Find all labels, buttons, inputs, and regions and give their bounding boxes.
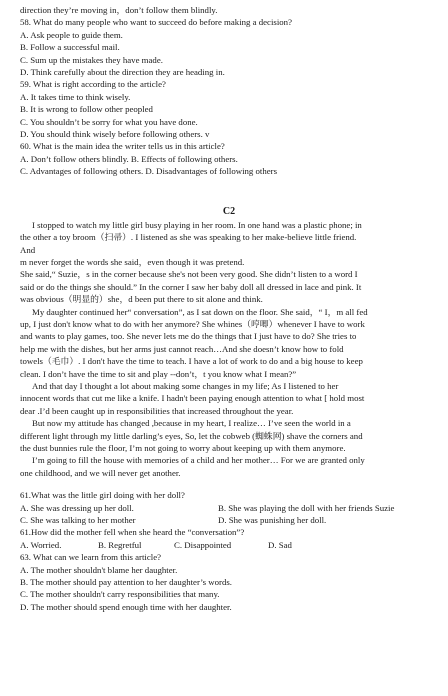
passage-paragraph-2 xyxy=(20,306,438,380)
option-a: A. She was dressing up her doll. xyxy=(20,502,134,513)
passage-fragment: direction they’re moving in，don’t follow them blindly. xyxy=(20,5,218,15)
option-c: C. She was talking to her mother xyxy=(20,515,136,526)
options-ab: A. Don’t follow others blindly. B. Effects of following others. xyxy=(20,153,238,164)
question-stem: 63. What can we learn from this article? xyxy=(20,552,162,563)
passage-line: dear .I’d been caught up in responsibilities that increased throughout the year. xyxy=(20,405,294,416)
question-61 xyxy=(20,489,438,526)
passage-line: m never forget the words she said，even though it was pretend. xyxy=(20,256,245,267)
passage-line: one childhood, and we will never get another. xyxy=(20,467,181,478)
option-a: A. It takes time to think wisely. xyxy=(20,91,131,102)
question-63 xyxy=(20,551,438,613)
option-d: D. Think carefully about the direction they are heading in. xyxy=(20,67,225,78)
option-a: A. The mother shouldn't blame her daughter. xyxy=(20,564,178,575)
option-a: A. Worried. xyxy=(20,539,62,550)
passage-line: I’m going to fill the house with memories of a child and her mother… For we are granted only xyxy=(32,455,365,466)
passage-line: innocent words that cut me like a knife. I hadn't been paying enough attention to what [ hold most xyxy=(20,393,365,404)
question-60 xyxy=(20,140,438,177)
passage-line: And that day I thought a lot about making some changes in my life; As I listened to her xyxy=(32,380,339,391)
option-d: D. The mother should spend enough time with her daughter. xyxy=(20,601,232,612)
question-stem: 60. What is the main idea the writer tells us in this article? xyxy=(20,141,225,152)
question-stem: 61.What was the little girl doing with her doll? xyxy=(20,490,185,501)
question-59 xyxy=(20,78,438,140)
option-b: B. Follow a successful mail. xyxy=(20,42,120,53)
passage-line: help me with the dishes, but her arms just cannot reach…And she doesn’t know how to fold xyxy=(20,343,344,354)
passage-line: I stopped to watch my little girl busy playing in her room. In one hand was a plastic phone; in xyxy=(32,219,362,230)
passage-paragraph-1 xyxy=(20,219,438,306)
option-b: B. The mother should pay attention to her daughter’s words. xyxy=(20,577,232,588)
option-c: C. You shouldn’t be sorry for what you have done. xyxy=(20,116,198,127)
section-title: C2 xyxy=(222,205,236,217)
option-b: B. It is wrong to follow other peopled xyxy=(20,104,153,115)
option-d: D. Sad xyxy=(268,539,292,550)
option-c: C. Sum up the mistakes they have made. xyxy=(20,54,163,65)
question-58 xyxy=(20,16,438,78)
options-cd: C. Advantages of following others. D. Disadvantages of following others xyxy=(20,166,278,177)
passage-paragraph-5 xyxy=(20,454,438,479)
passage-line: clean. I don’t have the time to sit and play --don’t，t you know what I mean?” xyxy=(20,368,297,379)
question-stem: 58. What do many people who want to succeed do before making a decision? xyxy=(20,17,292,28)
passage-line: up, I just don't know what to do with her anymore? She whines（哼唧）whenever I have to work xyxy=(20,318,365,329)
passage-line: My daughter continued her“ conversation”, as I sat down on the floor. She said，“ I，m all fed xyxy=(32,306,368,317)
passage-line: and wants to play games, too. She never lets me do the things that I just have to do? She tries to xyxy=(20,331,357,342)
question-stem: 61.How did the mother fell when she heard the “conversation”? xyxy=(20,527,245,538)
passage-line: the dust bunnies rule the floor, I’m not going to worry about keeping up with them anymore. xyxy=(20,443,346,453)
option-b: B. She was playing the doll with her friends Suzie xyxy=(218,502,395,513)
passage-line: was obvious（明显的）she，d been put there to sit alone and think. xyxy=(20,294,263,305)
option-c: C. Disappointed xyxy=(174,539,232,550)
option-c: C. The mother shouldn't carry responsibilities that many. xyxy=(20,589,220,600)
question-stem: 59. What is right according to the article? xyxy=(20,79,166,90)
passage-line: different light through my little darling’s eyes, So, let the cobweb (蜘蛛网) shave the corners and xyxy=(20,430,363,441)
question-62 xyxy=(20,526,438,551)
option-d: D. She was punishing her doll. xyxy=(218,515,327,526)
passage-line: She said,“ Suzie，s in the corner because she's not been very good. She didn’t listen to a word I xyxy=(20,269,358,280)
option-b: B. Regretful xyxy=(98,539,142,550)
passage-line: the other a toy broom（扫帚）. I listened as she was speaking to her make-believe little friend. xyxy=(20,232,357,243)
passage-line: said or do the things she should.” In the corner I saw her baby doll all dressed in lace and pink. It xyxy=(20,281,362,292)
passage-paragraph-3 xyxy=(20,380,438,417)
passage-line: towels（毛巾）. I don't have the time to teach. I have a lot of work to do and a big house to keep xyxy=(20,356,363,367)
option-d: D. You should think wisely before following others. v xyxy=(20,129,210,140)
option-a: A. Ask people to guide them. xyxy=(20,29,123,40)
passage-paragraph-4 xyxy=(20,417,438,454)
passage-line: But now my attitude has changed ,because in my heart, I realize… I’ve seen the world in a xyxy=(32,418,351,429)
passage-line: And xyxy=(20,244,36,255)
